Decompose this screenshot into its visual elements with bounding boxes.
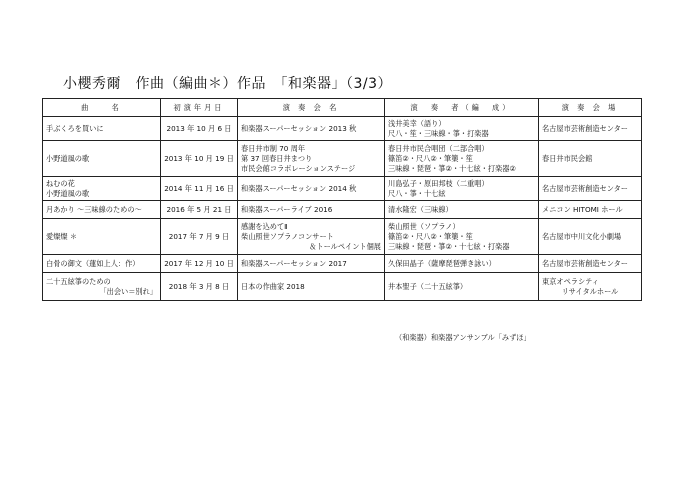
cell-concert — [238, 177, 385, 201]
cell-performers — [385, 177, 539, 201]
cell-performers-line: 三味線・琵琶・箏②・十七絃・打楽器② — [388, 163, 516, 173]
footnote: （和楽器）和楽器アンサンブル「みずほ」 — [395, 333, 531, 342]
table-row — [43, 255, 642, 273]
cell-performers-line: 柴山照世（ソプラノ） — [388, 221, 460, 231]
cell-venue-line: 春日井市民会館 — [542, 153, 593, 163]
cell-venue — [539, 219, 642, 255]
cell-title — [43, 117, 161, 141]
cell-concert-line: ＆トールペイント個展 — [309, 241, 381, 251]
table-row — [43, 177, 642, 201]
cell-title-line: 白骨の御文（蓮如上人：作） — [46, 258, 140, 268]
cell-title — [43, 273, 161, 301]
cell-concert — [238, 219, 385, 255]
cell-performers — [385, 201, 539, 219]
cell-title-line: 二十五絃箏のための — [46, 276, 111, 286]
cell-premiere-date: 2014 年 11 月 16 日 — [161, 177, 238, 201]
cell-performers — [385, 255, 539, 273]
column-header-performers: 演 奏 者（編 成） — [385, 99, 539, 117]
cell-title-line: 小野道風の歌 — [46, 188, 90, 198]
cell-performers — [385, 117, 539, 141]
cell-concert-line: 春日井市制 70 周年 — [241, 143, 306, 153]
cell-performers-line: 尺八・笙・三味線・箏・打楽器 — [388, 128, 489, 138]
cell-venue-line: 名古屋市芸術創造センター — [542, 123, 628, 133]
cell-performers-line: 春日井市民合唱団（二部合唱） — [388, 143, 489, 153]
cell-performers-line: 川島弘子・原田邦枝（二重唱） — [388, 178, 489, 188]
cell-premiere-date: 2016 年 5 月 21 日 — [161, 201, 238, 219]
cell-title — [43, 177, 161, 201]
cell-title-line: 「出会い＝別れ」 — [99, 286, 157, 296]
cell-concert-line: 柴山照世ソプラノコンサート — [241, 231, 334, 241]
cell-title-line: 手ぶくろを買いに — [46, 123, 104, 133]
cell-venue-line: 名古屋市中川文化小劇場 — [542, 231, 622, 241]
cell-title-line: 小野道風の歌 — [46, 153, 90, 163]
cell-title-line: 月あかり ～三味線のための～ — [46, 204, 142, 214]
cell-premiere-date: 2013 年 10 月 19 日 — [161, 141, 238, 177]
cell-venue-line: リサイタルホール — [561, 286, 619, 296]
column-header-title: 曲 名 — [43, 99, 161, 117]
cell-concert-line: 第 37 回春日井まつり — [241, 153, 313, 163]
cell-venue — [539, 177, 642, 201]
page-title: 小櫻秀爾 作曲（編曲＊）作品 「和楽器」（3/3） — [63, 76, 393, 92]
cell-premiere-date: 2017 年 7 月 9 日 — [161, 219, 238, 255]
table-row — [43, 219, 642, 255]
cell-performers — [385, 219, 539, 255]
cell-performers-line: 三味線・琵琶・箏②・十七絃・打楽器 — [388, 241, 510, 251]
cell-venue — [539, 117, 642, 141]
cell-title — [43, 201, 161, 219]
cell-title — [43, 141, 161, 177]
cell-venue-line: 名古屋市芸術創造センター — [542, 258, 628, 268]
cell-venue-line: メニコン HITOMI ホール — [542, 204, 623, 214]
cell-concert-line: 和楽器スーパーセッション 2014 秋 — [241, 183, 357, 193]
cell-performers-line: 尺八・箏・十七絃 — [388, 188, 446, 198]
cell-concert — [238, 141, 385, 177]
cell-title — [43, 255, 161, 273]
table-row — [43, 141, 642, 177]
cell-venue-line: 名古屋市芸術創造センター — [542, 183, 628, 193]
table-row — [43, 273, 642, 301]
cell-performers-line: 井本聖子（二十五絃箏） — [388, 281, 468, 291]
table-row — [43, 117, 642, 141]
cell-venue — [539, 273, 642, 301]
cell-concert — [238, 273, 385, 301]
column-header-venue: 演 奏 会 場 — [539, 99, 642, 117]
cell-concert — [238, 117, 385, 141]
works-table — [42, 98, 642, 301]
cell-concert — [238, 201, 385, 219]
cell-venue — [539, 141, 642, 177]
cell-concert-line: 日本の作曲家 2018 — [241, 281, 305, 291]
cell-premiere-date: 2013 年 10 月 6 日 — [161, 117, 238, 141]
cell-performers — [385, 273, 539, 301]
cell-concert-line: 感謝を込めてⅡ — [241, 221, 288, 231]
cell-performers — [385, 141, 539, 177]
cell-title-line: 愛燦燦 ＊ — [46, 231, 78, 241]
cell-performers-line: 浅井美幸（語り） — [388, 118, 446, 128]
cell-concert — [238, 255, 385, 273]
cell-concert-line: 市民会館コラボレーションステージ — [241, 163, 356, 173]
cell-venue-line: 東京オペラシティ — [542, 276, 599, 286]
column-header-premiere-date: 初演年月日 — [161, 99, 238, 117]
cell-premiere-date: 2017 年 12 月 10 日 — [161, 255, 238, 273]
cell-premiere-date: 2018 年 3 月 8 日 — [161, 273, 238, 301]
cell-performers-line: 篠笛②・尺八②・筆篥・笙 — [388, 231, 473, 241]
cell-performers-line: 清水隆宏（三味線） — [388, 204, 453, 214]
cell-title — [43, 219, 161, 255]
cell-title-line: ねむの花 — [46, 178, 75, 188]
cell-venue — [539, 255, 642, 273]
cell-venue — [539, 201, 642, 219]
cell-performers-line: 篠笛②・尺八②・筆篥・笙 — [388, 153, 473, 163]
table-row — [43, 201, 642, 219]
cell-concert-line: 和楽器スーパーライブ 2016 — [241, 204, 333, 214]
cell-concert-line: 和楽器スーパーセッション 2013 秋 — [241, 123, 357, 133]
table-header-row — [43, 99, 642, 117]
column-header-concert: 演 奏 会 名 — [238, 99, 385, 117]
cell-concert-line: 和楽器スーパーセッション 2017 — [241, 258, 347, 268]
cell-performers-line: 久保田晶子（薩摩琵琶弾き詠い） — [388, 258, 496, 268]
